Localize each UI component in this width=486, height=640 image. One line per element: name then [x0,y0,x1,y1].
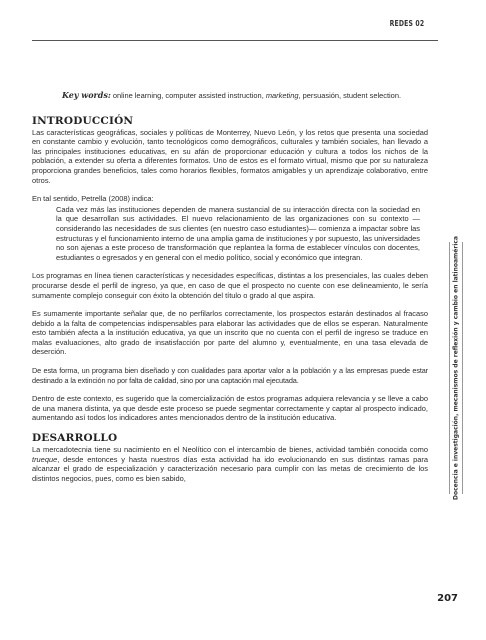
intro-paragraph-3: Los programas en línea tienen características y necesidades específicas, distintas a los presenciales, las cuales deben procurarse desde el perfil de ingreso, ya que, en caso de que el prospecto no cuente con ese delineamiento, le sería sumamente complejo conseguir con éxito la obtención del título o grado al que aspira. [32,271,428,300]
article-body [32,91,428,492]
intro-paragraph-6: Dentro de este contexto, es sugerido que la comercialización de estos programas adquiera relevancia y se lleve a cabo de una manera distinta, ya que desde este proceso se puede segmentar correctamente y captar al prospecto indicado, aumentando así todos los indicadores antes mencionados dentro de la institución educativa. [32,394,428,423]
side-tab [449,236,463,500]
keywords-label: Key words: [62,90,111,100]
keywords-text-2: , persuasión, student selection. [298,91,402,100]
keywords-line [62,91,428,101]
keywords-italic: marketing [265,91,299,100]
page-number: 207 [437,593,458,604]
intro-paragraph-4: Es sumamente importante señalar que, de no perfilarlos correctamente, los prospectos estarán destinados al fracaso debido a la falta de competencias indispensables para elaborar las actividades que de ellos se esperan. Naturalmente esto también afecta a la institución educativa, ya que un inscrito que no cuenta con el perfil de ingreso se traduce en malas evaluaciones, alto grado de insatisfacción por parte del alumno y, eventualmente, en una tasa elevada de deserción. [32,309,428,357]
heading-desarrollo: DESARROLLO [32,432,118,445]
desarrollo-italic: trueque [32,454,58,464]
intro-paragraph-2: En tal sentido, Petrella (2008) indica: [32,194,154,204]
journal-name: REDES 02 [389,19,424,28]
petrella-quote: Cada vez más las instituciones dependen de manera sustancial de su interacción directa con la sociedad en la que desarrollan sus actividades. El nuevo relacionamiento de las organizaciones con su contexto —considerando las necesidades de sus clientes (en nuestro caso estudiantes)— comienza a impactar sobre las estructuras y el funcionamiento interno de una amplia gama de instituciones y por supuesto, las universidades no son ajenas a este proceso de transformación que replantea la forma de establecer vínculos con docentes, estudiantes o egresados y en general con el medio político, social y económico que integran. [56,204,420,262]
desarrollo-text-1: La mercadotecnia tiene su nacimiento en el Neolítico con el intercambio de bienes, actividad también conocida como [32,445,428,455]
side-tab-text: Docencia e investigación, mecanismos de reflexión y cambio en latinoamérica [452,236,460,500]
header-rule [32,17,438,41]
desarrollo-text-2: , desde entonces y hasta nuestros días esta actividad ha ido evolucionando en sus distintas ramas para alcanzar el grado de especialización y caracterización necesario para cumplir con las metas de crecimiento de los distintos negocios, pues, como es bien sabido, [32,454,428,483]
intro-paragraph-5: De esta forma, un programa bien diseñado y con cualidades para aportar valor a la población y a las empresas puede estar destinado a la extinción no por falta de calidad, sino por una captación mal ejecutada. [32,366,428,385]
intro-paragraph-1: Las características geográficas, sociales y políticas de Monterrey, Nuevo León, y los retos que presenta una sociedad en constante cambio y evolución, tanto tecnológicos como demográficos, culturales y también sociales, han llevado a las principales instituciones educativas, en su afán de proporcionar educación y cultura a todos los nichos de la población, a extender su oferta a diferentes formatos. Uno de estos es el formato virtual, mismo que por su naturaleza proporciona grandes beneficios, tales como horarios flexibles, formatos amigables y un aprendizaje colaborativo, entre otros. [32,127,428,185]
keywords-text-1: online learning, computer assisted instruction, [110,91,266,100]
heading-introduccion: INTRODUCCIÓN [32,114,134,127]
desarrollo-paragraph-1 [32,445,428,483]
